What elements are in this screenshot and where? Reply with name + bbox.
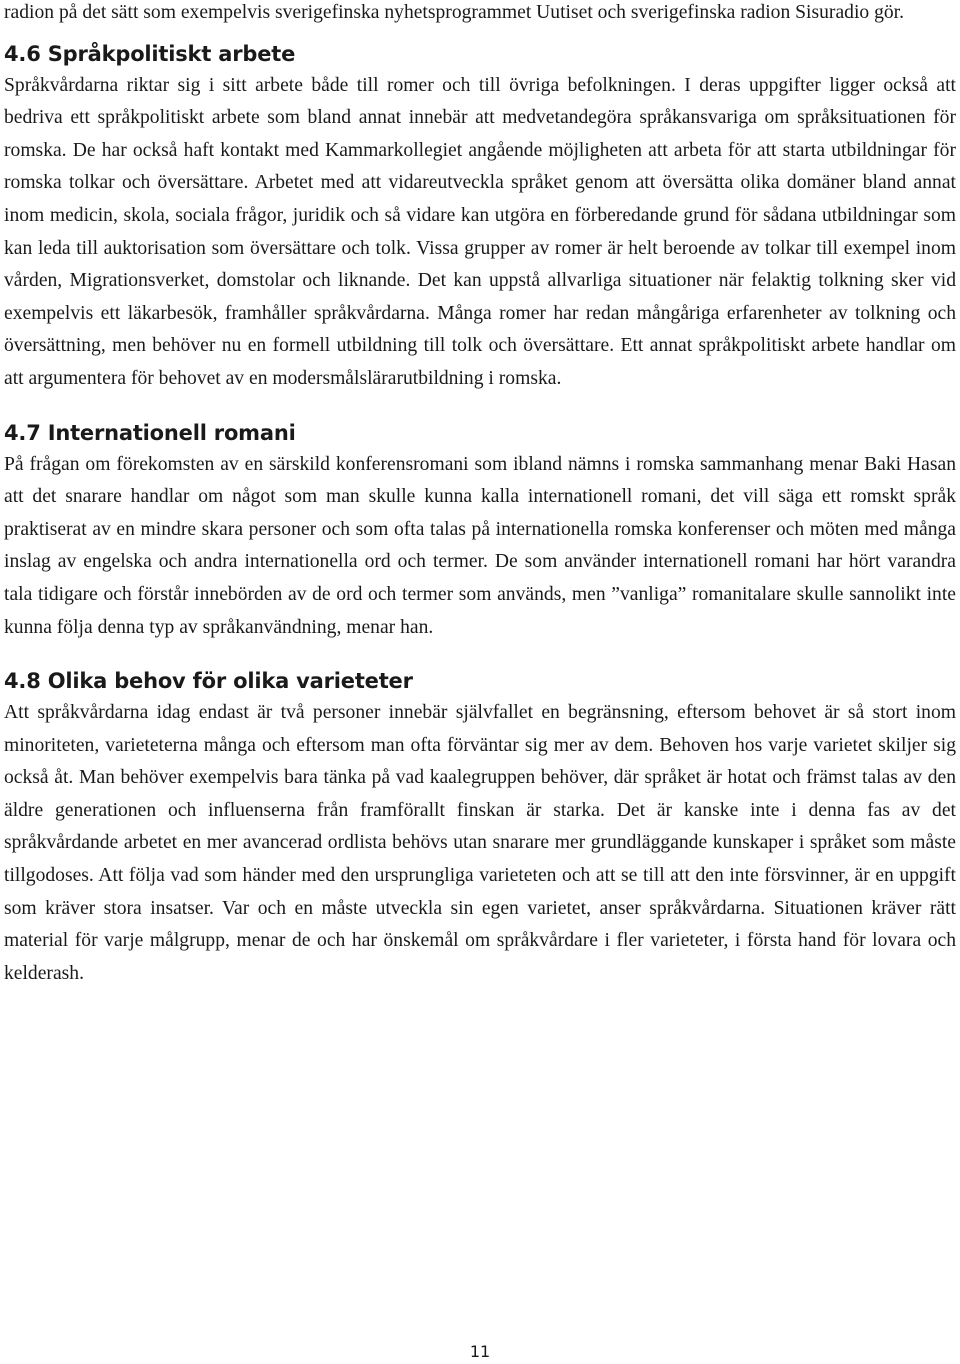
section-heading-4-8: 4.8 Olika behov för olika varieteter	[4, 669, 413, 694]
section-body-4-8: Att språkvårdarna idag endast är två personer innebär självfallet en begränsning, eftersom behovet är så stort inom minoriteten, varieteterna många och eftersom man ofta förväntar sig mer av dem. Behoven hos varje varietet skiljer sig också åt. Man behöver exempelvis bara tänka på vad kaalegruppen behöver, där språket är hotat och främst talas av den äldre generationen och influenserna från framförallt finskan är starka. Det är kanske inte i denna fas av det språkvårdande arbetet en mer avancerad ordlista behövs utan snarare mer grundläggande kunskaper i språket som måste tillgodoses. Att följa vad som händer med den ursprungliga varieteten och att se till att den inte försvinner, är en uppgift som kräver stora insatser. Var och en måste utveckla sin egen varietet, anser språkvårdarna. Situationen kräver rätt material för varje målgrupp, menar de och har önskemål om språkvårdare i fler varieteter, i första hand för lovara och kelderash.	[4, 702, 956, 984]
document-page	[4, 0, 956, 990]
section-heading-4-6: 4.6 Språkpolitiskt arbete	[4, 41, 296, 66]
page-number: 11	[469, 1342, 491, 1361]
intro-paragraph: radion på det sätt som exempelvis sverigefinska nyhetsprogrammet Uutiset och sverigefinska radion Sisuradio gör.	[4, 2, 905, 23]
section-body-4-6: Språkvårdarna riktar sig i sitt arbete både till romer och till övriga befolkningen. I deras uppgifter ligger också att bedriva ett språkpolitiskt arbete som bland annat innebär att medvetandegöra språkansvariga om språksituationen för romska. De har också haft kontakt med Kammarkollegiet angående möjligheten att arbeta för att starta utbildningar för romska tolkar och översättare. Arbetet med att vidareutveckla språket genom att översätta olika domäner bland annat inom medicin, skola, sociala frågor, juridik och så vidare kan utgöra en förberedande grund för sådana utbildningar som kan leda till auktorisation som översättare och tolk. Vissa grupper av romer är helt beroende av tolkar till exempel inom vården, Migrationsverket, domstolar och liknande. Det kan uppstå allvarliga situationer när felaktig tolkning sker vid exempelvis ett läkarbesök, framhåller språkvårdarna. Många romer har redan mångåriga erfarenheter av tolkning och översättning, men behöver nu en formell utbildning till tolk och översättare. Ett annat språkpolitiskt arbete handlar om att argumentera för behovet av en modersmålslärarutbildning i romska.	[4, 74, 956, 389]
section-body-4-7: På frågan om förekomsten av en särskild konferensromani som ibland nämns i romska sammanhang menar Baki Hasan att det snarare handlar om något som man skulle kunna kalla internationell romani, det vill säga ett romskt språk praktiserat av en mindre skara personer och som ofta talas på internationella romska konferenser och möten med många inslag av engelska och andra internationella ord och termer. De som använder internationell romani har hört varandra tala tidigare och förstår innebörden av de ord och termer som används, men ”vanliga” romanitalare skulle sannolikt inte kunna följa denna typ av språkanvändning, menar han.	[4, 453, 956, 638]
section-heading-4-7: 4.7 Internationell romani	[4, 420, 296, 445]
